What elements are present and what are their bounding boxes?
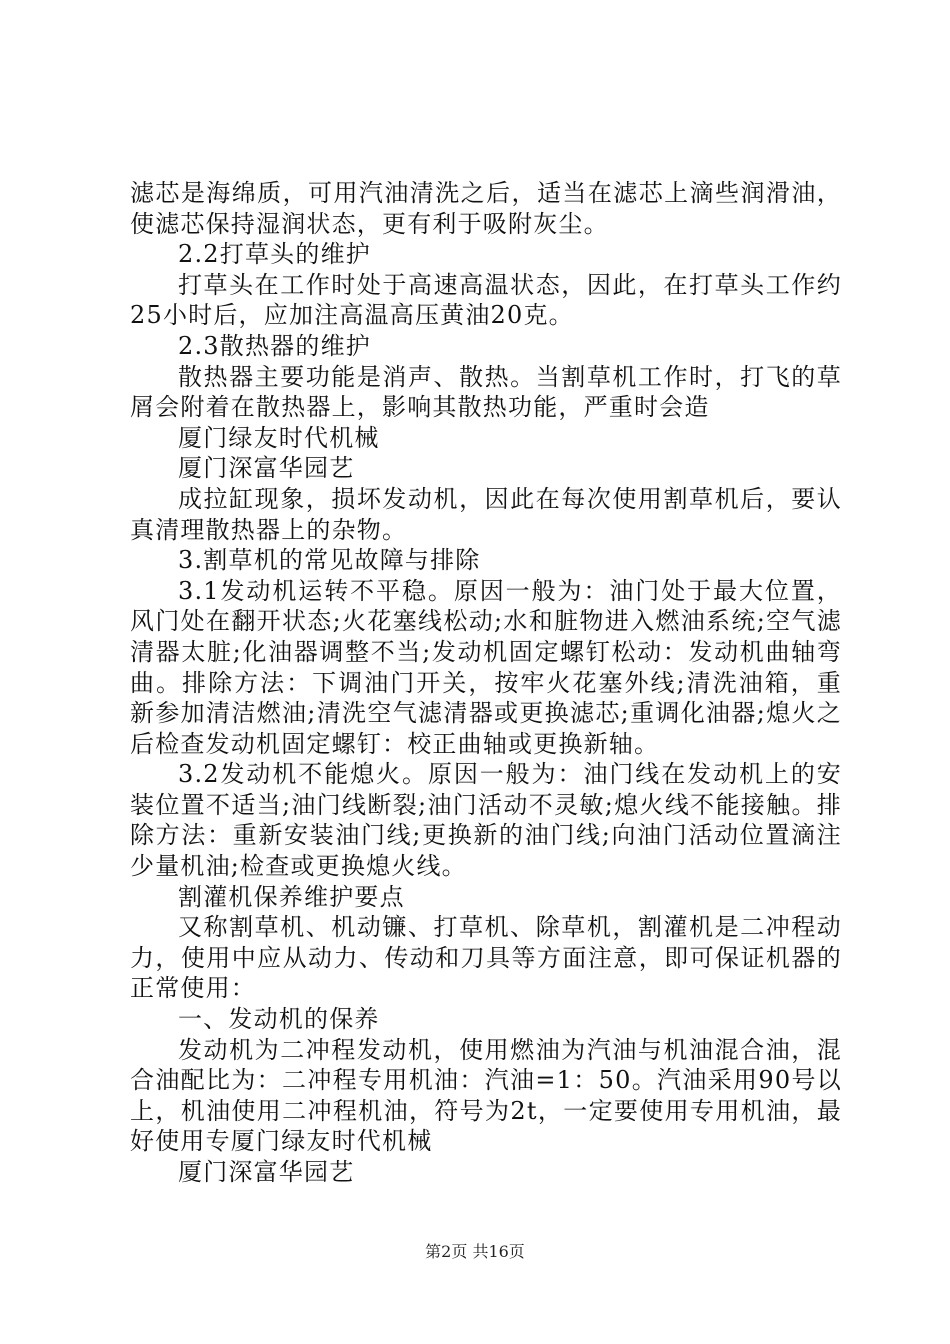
company-line-2: 厦门深富华园艺 [178, 454, 355, 483]
section-heading-maintenance: 割灌机保养维护要点 [178, 882, 405, 911]
section-heading-2-3: 2.3散热器的维护 [178, 331, 371, 360]
section-heading-engine: 一、发动机的保养 [178, 1005, 380, 1034]
paragraph-1: 滤芯是海绵质，可用汽油清洗之后，适当在滤芯上滴些润滑油，使滤芯保持湿润状态，更有利于吸附灰尘。 [130, 179, 842, 238]
paragraph-5: 又称割草机、机动镰、打草机、除草机，割灌机是二冲程动力，使用中应从动力、传动和刀具等方面注意，即可保证机器的正常使用： [130, 913, 842, 1003]
paragraph-3: 散热器主要功能是消声、散热。当割草机工作时，打飞的草屑会附着在散热器上，影响其散热功能，严重时会造 [130, 362, 842, 422]
paragraph-6: 发动机为二冲程发动机，使用燃油为汽油与机油混合油，混合油配比为：二冲程专用机油：汽油=1：50。汽油采用90号以上，机油使用二冲程机油，符号为2t，一定要使用专用机油，最好使用专厦门绿友时代机械 [130, 1035, 842, 1156]
page-number: 第2页 共16页 [425, 1242, 525, 1261]
company-line-3: 厦门深富华园艺 [178, 1158, 355, 1186]
paragraph-2: 打草头在工作时处于高速高温状态，因此，在打草头工作约25小时后，应加注高温高压黄油20克。 [130, 270, 842, 330]
company-line-1: 厦门绿友时代机械 [178, 423, 380, 452]
paragraph-3-1: 3.1发动机运转不平稳。原因一般为：油门处于最大位置，风门处在翻开状态;火花塞线松动;水和脏物进入燃油系统;空气滤清器太脏;化油器调整不当;发动机固定螺钉松动：发动机曲轴弯曲。排除方法：下调油门开关，按牢火花塞外线;清洗油箱，重新参加清洁燃油;清洗空气滤清器或更换滤芯;重调化油器;熄火之后检查发动机固定螺钉：校正曲轴或更换新轴。 [130, 576, 842, 758]
section-heading-2-2: 2.2打草头的维护 [178, 240, 371, 269]
paragraph-4: 成拉缸现象，损坏发动机，因此在每次使用割草机后，要认真清理散热器上的杂物。 [130, 484, 842, 544]
paragraph-3-2: 3.2发动机不能熄火。原因一般为：油门线在发动机上的安装位置不适当;油门线断裂;油门活动不灵敏;熄火线不能接触。排除方法：重新安装油门线;更换新的油门线;向油门活动位置滴注少量机油;检查或更换熄火线。 [130, 760, 842, 881]
page-footer [0, 1242, 950, 1262]
document-body [130, 178, 842, 1188]
section-heading-3: 3.割草机的常见故障与排除 [178, 546, 481, 575]
